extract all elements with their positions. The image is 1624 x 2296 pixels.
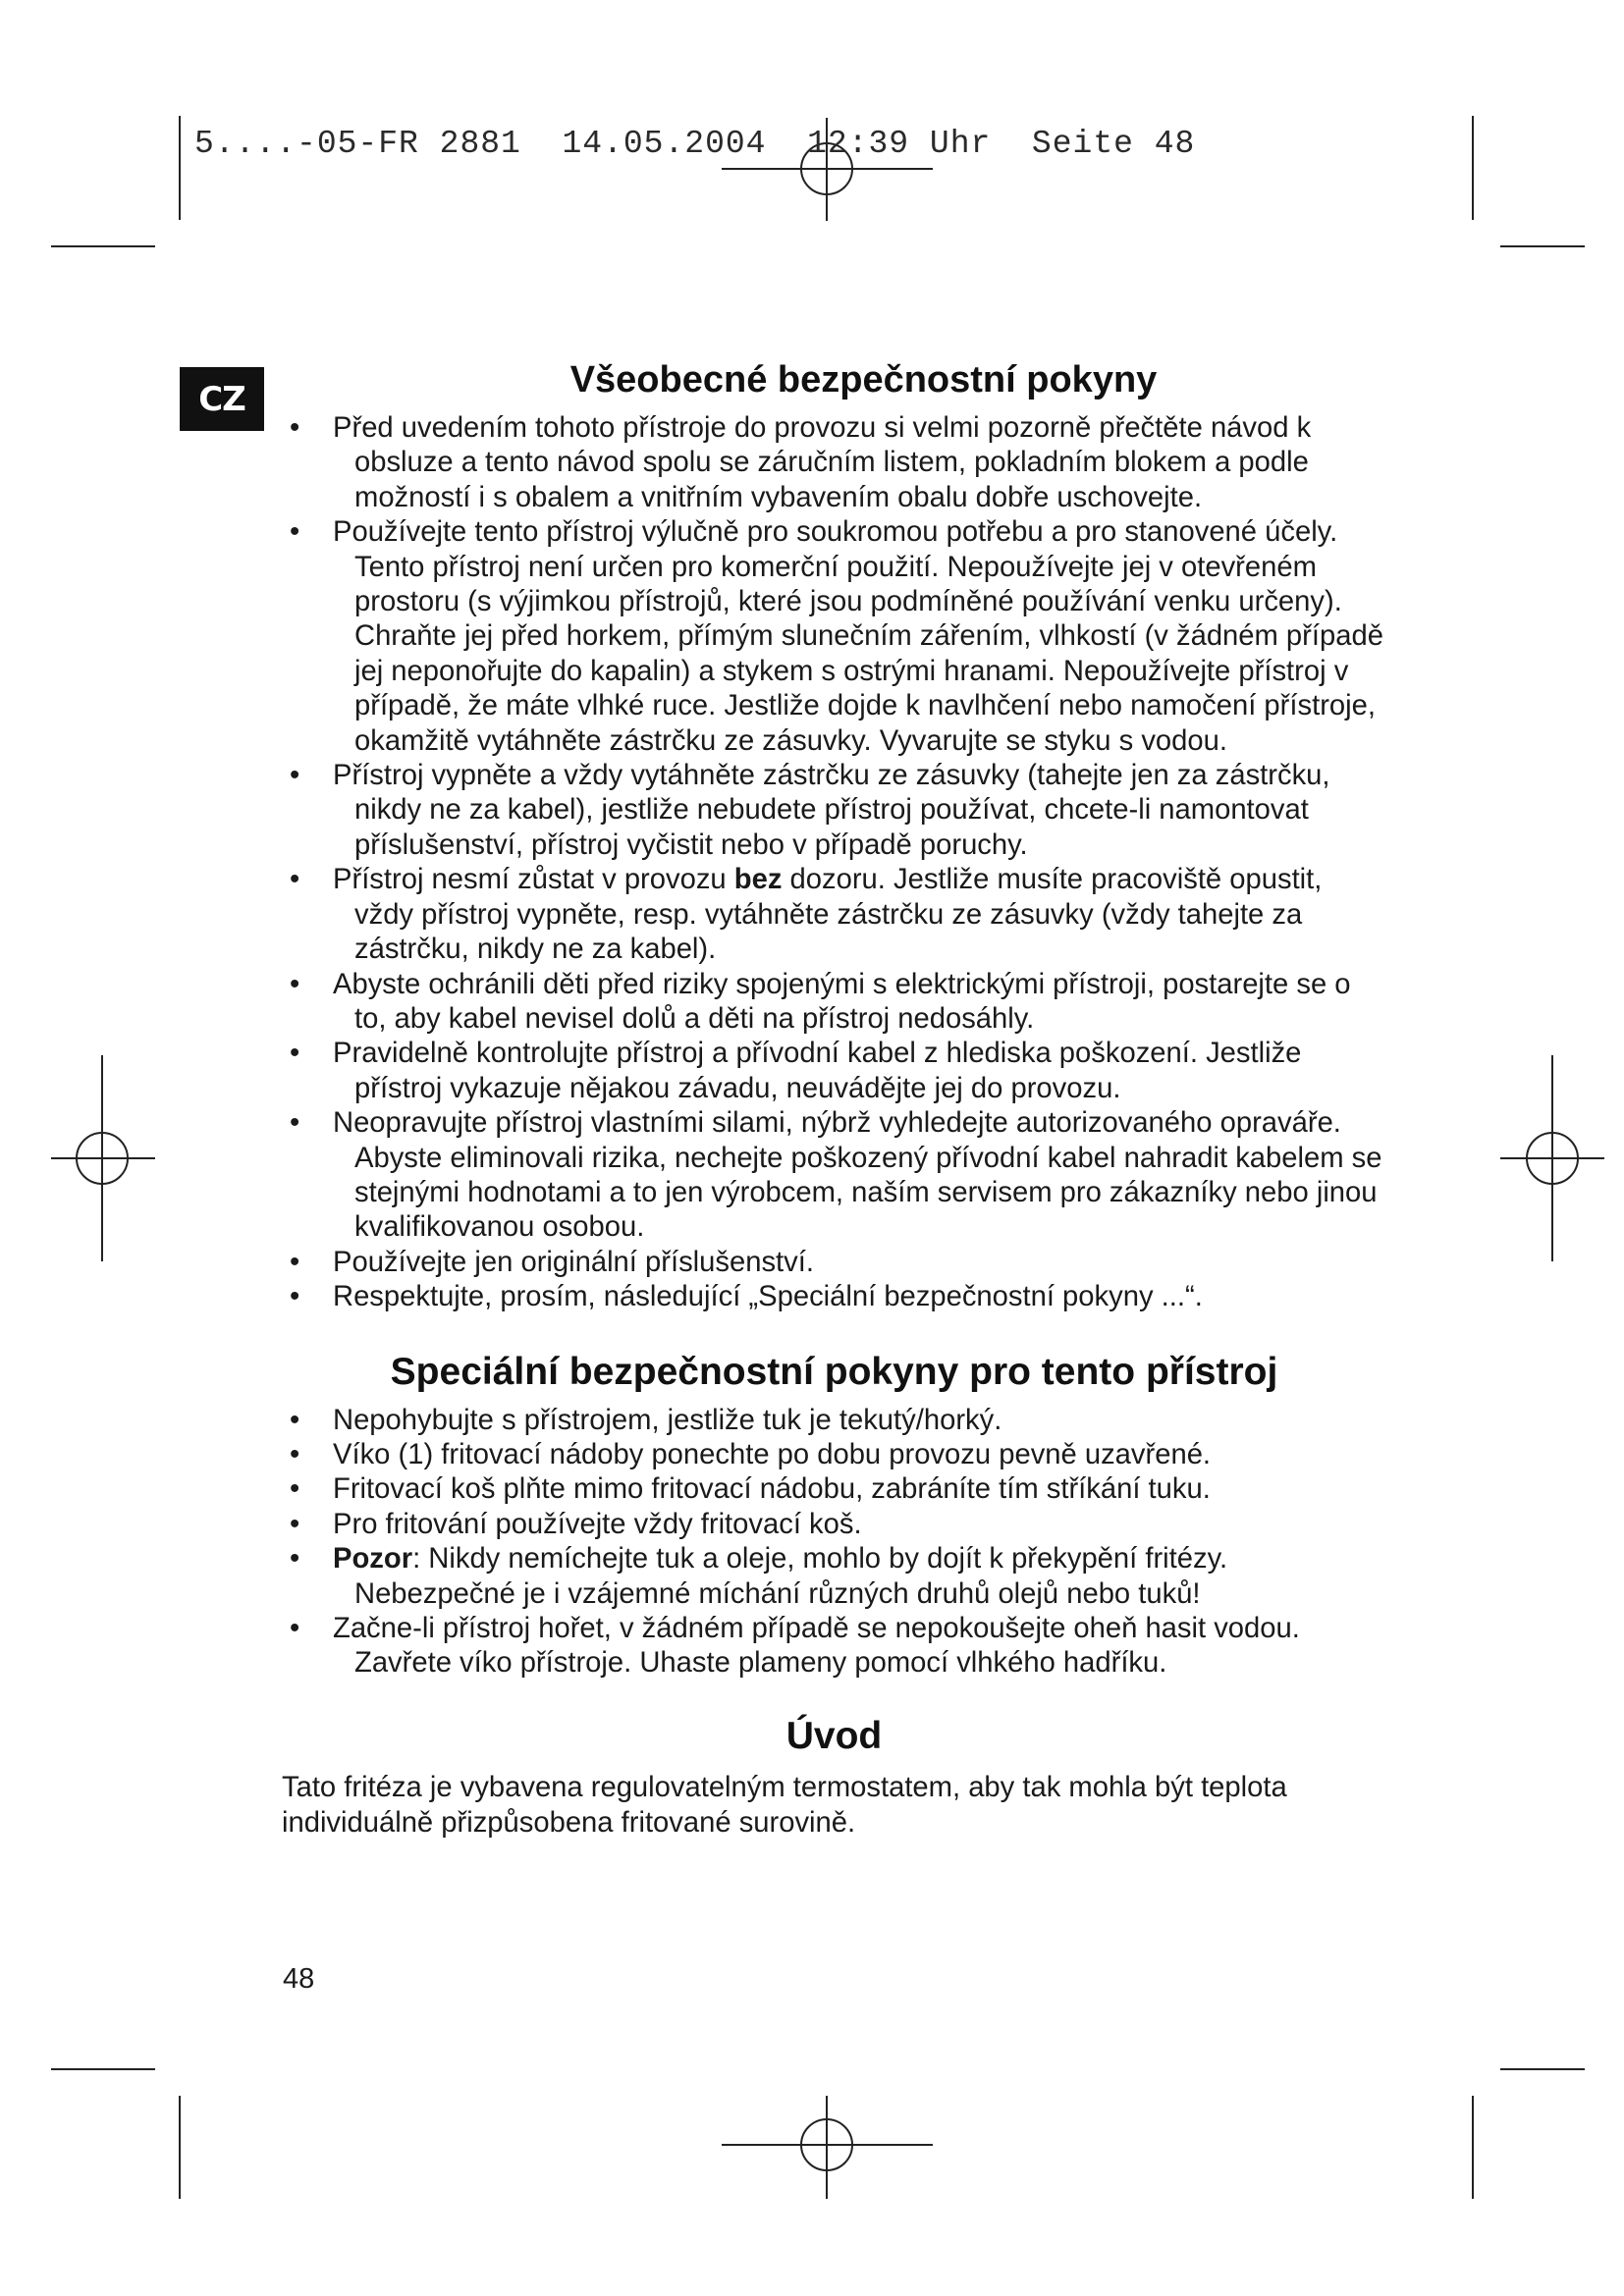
bullet-icon: • (290, 864, 300, 896)
list-item (282, 1246, 1386, 1280)
text-run: : Nikdy nemíchejte tuk a oleje, mohlo by dojít k překypění fritézy. Nebezpečné je i vzájemné míchání různých druhů olejů nebo tuků! (354, 1543, 1228, 1610)
list-item (282, 1542, 1386, 1612)
registration-mark-left (51, 1055, 155, 1261)
general-safety-heading: Všeobecné bezpečnostní pokyny (569, 359, 1158, 400)
registration-mark-bottom (722, 2096, 933, 2199)
list-item-text: Neopravujte přístroj vlastními silami, nýbrž vyhledejte autorizovaného opraváře. Abyste eliminovali rizika, nechejte poškozený přívodní kabel nahradit kabelem se stejnými hodnotami a to jen výrobcem, naším servisem pro zákazníky nebo jinou kvalifikovanou osobou. (333, 1107, 1382, 1244)
bullet-icon: • (290, 1404, 300, 1436)
bullet-icon: • (290, 1107, 300, 1140)
bullet-icon: • (290, 1246, 300, 1278)
bullet-icon: • (290, 516, 300, 549)
bullet-icon: • (290, 1543, 300, 1575)
list-item-text: Přístroj vypněte a vždy vytáhněte zástrčku ze zásuvky (tahejte jen za zástrčku, nikdy ne za kabel), jestliže nebudete přístroj používat, chcete-li namontovat příslušenství, přístroj vyčistit nebo v případě poruchy. (333, 760, 1330, 861)
list-item (282, 1280, 1386, 1314)
special-safety-heading: Speciální bezpečnostní pokyny pro tento přístroj (390, 1350, 1278, 1393)
list-item (282, 968, 1386, 1038)
language-tab-badge: CZ (180, 367, 264, 431)
list-item-text: Začne-li přístroj hořet, v žádném případě se nepokoušejte oheň hasit vodou. Zavřete víko přístroje. Uhaste plameny pomocí vlhkého hadříku. (333, 1613, 1300, 1680)
page-content (282, 359, 1386, 1841)
list-item-text (333, 863, 1386, 967)
list-item (282, 1037, 1386, 1106)
list-item (282, 1472, 1386, 1507)
bullet-icon: • (290, 760, 300, 792)
list-item-text: Pravidelně kontrolujte přístroj a přívodní kabel z hlediska poškození. Jestliže přístroj vykazuje nějakou závadu, neuvádějte jej do provozu. (333, 1038, 1302, 1104)
general-safety-list (282, 411, 1386, 1315)
list-item (282, 759, 1386, 863)
registration-mark-right (1500, 1055, 1604, 1261)
list-item-text: Nepohybujte s přístrojem, jestliže tuk je tekutý/horký. (333, 1404, 1002, 1436)
list-item (282, 515, 1386, 759)
bullet-icon: • (290, 1473, 300, 1506)
text-run: dozoru. Jestliže musíte pracoviště opustit, vždy přístroj vypněte, resp. vytáhněte zástrčku ze zásuvky (vždy tahejte za zástrčku, nikdy ne za kabel). (354, 864, 1323, 966)
list-item-text: Víko (1) fritovací nádoby ponechte po dobu provozu pevně uzavřené. (333, 1438, 1212, 1470)
list-item-text: Abyste ochránili děti před riziky spojenými s elektrickými přístroji, postarejte se o to, aby kabel nevisel dolů a děti na přístroj nedosáhly. (333, 968, 1351, 1035)
list-item (282, 411, 1386, 515)
list-item (282, 1438, 1386, 1472)
emphasis-text: bez (733, 864, 783, 896)
list-item-text: Před uvedením tohoto přístroje do provozu si velmi pozorně přečtěte návod k obsluze a tento návod spolu se záručním listem, pokladním blokem a podle možností i s obalem a vnitřním vybavením obalu dobře uschovejte. (333, 412, 1312, 513)
emphasis-text: Pozor (333, 1543, 413, 1575)
list-item (282, 863, 1386, 967)
list-item (282, 1404, 1386, 1438)
print-slug-header: 5....-05-FR 2881 14.05.2004 12:39 Uhr Seite 48 (194, 126, 1196, 162)
list-item-text: Respektujte, prosím, následující „Speciální bezpečnostní pokyny ...“. (333, 1281, 1203, 1313)
intro-heading: Úvod (785, 1714, 883, 1757)
page-number: 48 (283, 1963, 315, 1995)
special-safety-list (282, 1404, 1386, 1682)
bullet-icon: • (290, 412, 300, 444)
bullet-icon: • (290, 1038, 300, 1070)
text-run: Přístroj nesmí zůstat v provozu (333, 864, 734, 896)
bullet-icon: • (290, 1508, 300, 1540)
list-item-text (333, 1542, 1386, 1612)
bullet-icon: • (290, 1438, 300, 1470)
intro-paragraph: Tato fritéza je vybavena regulovatelným termostatem, aby tak mohla být teplota individuálně přizpůsobena fritované surovině. (282, 1771, 1287, 1839)
list-item-text: Pro fritování používejte vždy fritovací koš. (333, 1508, 862, 1540)
bullet-icon: • (290, 1281, 300, 1313)
list-item-text: Používejte jen originální příslušenství. (333, 1246, 814, 1278)
bullet-icon: • (290, 968, 300, 1000)
list-item-text: Fritovací koš plňte mimo fritovací nádobu, zabráníte tím stříkání tuku. (333, 1473, 1211, 1506)
list-item (282, 1508, 1386, 1542)
list-item (282, 1612, 1386, 1682)
list-item-text: Používejte tento přístroj výlučně pro soukromou potřebu a pro stanovené účely. Tento přístroj není určen pro komerční použití. Nepoužívejte jej v otevřeném prostoru (s výjimkou přístrojů, které jsou podmíněné používání venku určeny). Chraňte jej před horkem, přímým slunečním zářením, vlhkostí (v žádném případě jej neponořujte do kapalin) a stykem s ostrými hranami. Nepoužívejte přístroj v případě, že máte vlhké ruce. Jestliže dojde k navlhčení nebo namočení přístroje, okamžitě vytáhněte zástrčku ze zásuvky. Vyvarujte se styku s vodou. (333, 516, 1383, 757)
bullet-icon: • (290, 1613, 300, 1644)
list-item (282, 1106, 1386, 1246)
